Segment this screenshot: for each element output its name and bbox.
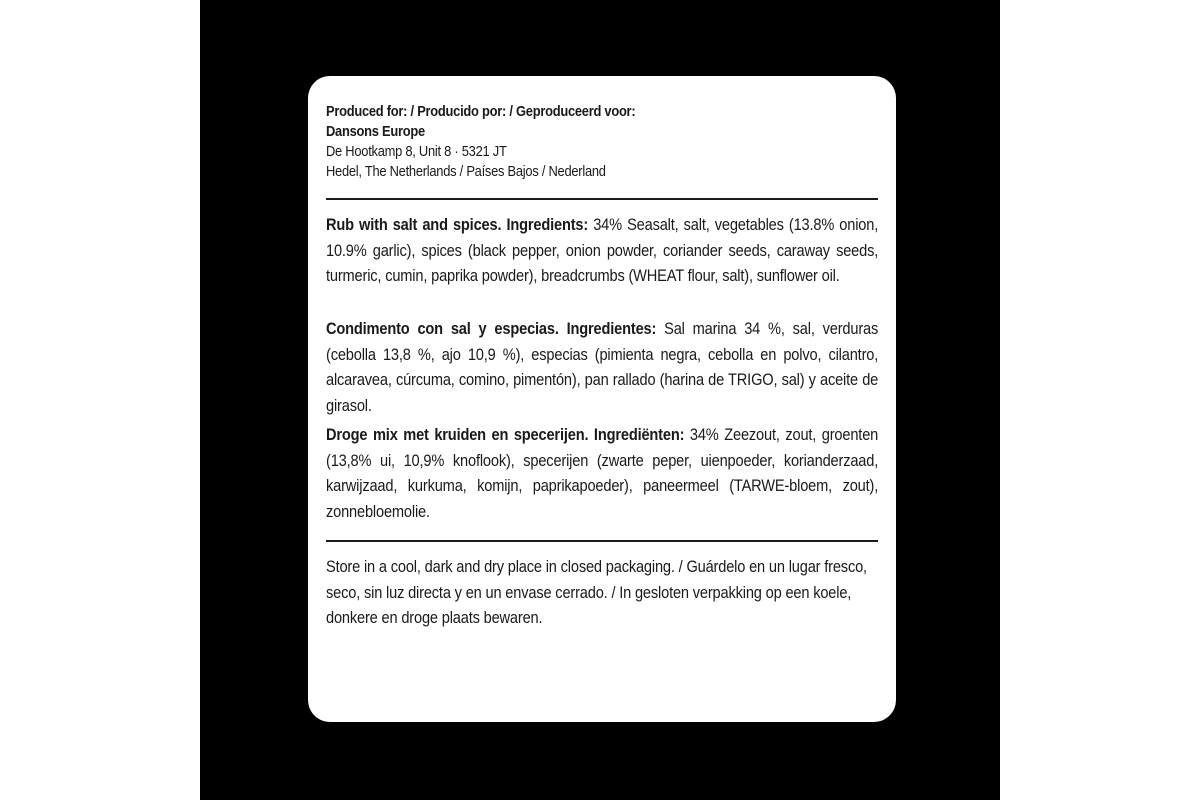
ingredients-english-text: 34% Seasalt, salt, vegetables (13.8% onion, 10.9% garlic), spices (black pepper, onion powder, coriander seeds, caraway seeds, turmeric, cumin, paprika powder), breadcrumbs (WHEAT flour, salt), sunflower oil. [326,215,879,285]
ingredients-dutch-text: 34% Zeezout, zout, groenten (13,8% ui, 10,9% knoflook), specerijen (zwarte peper, uienpoeder, korianderzaad, karwijzaad, kurkuma, komijn, paprikapoeder), paneermeel (TARWE-bloem, zout), zonnebloemolie. [326,425,879,521]
ingredients-dutch [326,422,878,524]
storage-instructions: Store in a cool, dark and dry place in closed packaging. / Guárdelo en un lugar fresco, seco, sin luz directa y en un envase cerrado. / In gesloten verpakking op een koele, donkere en droge plaats bewaren. [326,557,867,627]
ingredients-spanish-text: Sal marina 34 %, sal, verduras (cebolla 13,8 %, ajo 10,9 %), especias (pimienta negra, cebolla en polvo, cilantro, alcaravea, cúrcuma, comino, pimentón), pan rallado (harina de TRIGO, sal) y aceite de girasol. [326,319,879,415]
producer-header: Produced for: / Producido por: / Geproduceerd voor: [326,103,636,120]
ingredients-english [326,212,878,289]
producer-company: Dansons Europe [326,123,425,140]
product-background [200,0,1000,800]
producer-block [326,102,878,182]
ingredients-english-heading: Rub with salt and spices. Ingredients: [326,215,589,234]
product-label [308,76,896,722]
producer-address-line2: Hedel, The Netherlands / Países Bajos / Nederland [326,163,606,180]
storage-block [326,542,878,631]
ingredients-block [326,200,878,526]
ingredients-spanish-heading: Condimento con sal y especias. Ingredientes: [326,319,657,338]
ingredients-spanish [326,316,878,418]
ingredients-dutch-heading: Droge mix met kruiden en specerijen. Ingrediënten: [326,425,685,444]
producer-address-line1: De Hootkamp 8, Unit 8 · 5321 JT [326,143,507,160]
